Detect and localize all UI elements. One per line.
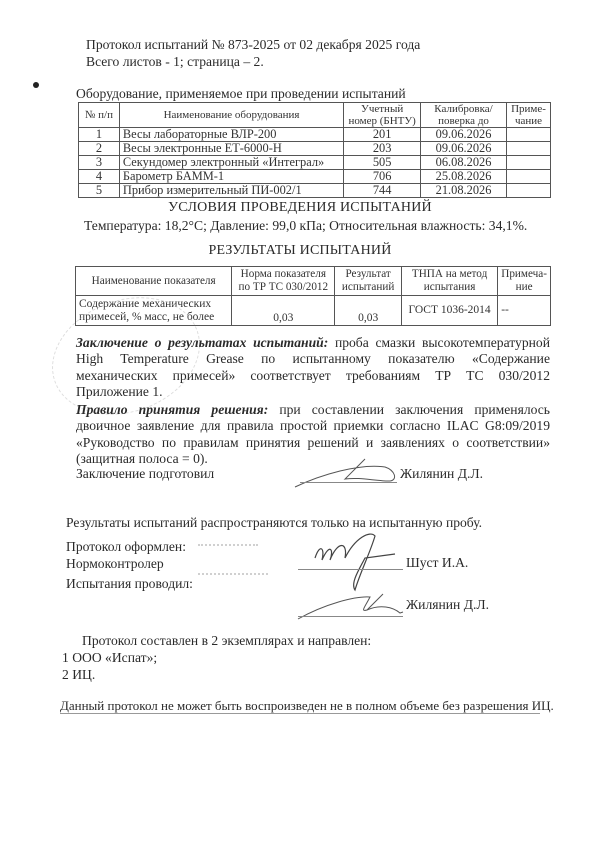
equipment-caption: Оборудование, применяемое при проведении испытаний bbox=[76, 86, 406, 101]
signature-prepared-icon bbox=[290, 455, 400, 491]
table-row bbox=[79, 184, 551, 198]
cell-name: Барометр БАММ-1 bbox=[119, 170, 343, 184]
tested-by-label: Испытания проводил: bbox=[66, 576, 193, 591]
page-count: Всего листов - 1; страница – 2. bbox=[86, 54, 264, 69]
col-note: Примеча- ние bbox=[498, 267, 551, 296]
cell-calibration: 09.06.2026 bbox=[421, 142, 507, 156]
cell-calibration: 06.08.2026 bbox=[421, 156, 507, 170]
protocol-title: Протокол испытаний № 873-2025 от 02 декабря 2025 года bbox=[86, 37, 421, 52]
signature-line bbox=[298, 616, 403, 617]
prepared-label: Заключение подготовил bbox=[76, 466, 215, 481]
cell-calibration: 25.08.2026 bbox=[421, 170, 507, 184]
cell-number: 2 bbox=[79, 142, 120, 156]
cell-inventory: 706 bbox=[344, 170, 421, 184]
faded-stamp bbox=[198, 544, 258, 550]
distribution-item: 1 ООО «Испат»; bbox=[62, 650, 158, 665]
cell-note bbox=[506, 184, 550, 198]
cell-calibration: 21.08.2026 bbox=[421, 184, 507, 198]
footer-note: Данный протокол не может быть воспроизведен не в полном объеме без разрешения ИЦ. bbox=[60, 698, 554, 713]
col-result: Результат испытаний bbox=[335, 267, 402, 296]
conditions-text: Температура: 18,2°С; Давление: 99,0 кПа; Относительная влажность: 34,1%. bbox=[84, 218, 528, 233]
cell-note bbox=[506, 156, 550, 170]
scope-note: Результаты испытаний распространяются только на испытанную пробу. bbox=[66, 515, 483, 530]
prepared-name: Жилянин Д.Л. bbox=[400, 466, 484, 481]
table-header-row bbox=[79, 103, 551, 128]
normcontrol-label: Нормоконтролер bbox=[66, 556, 164, 571]
cell-name: Весы лабораторные ВЛР-200 bbox=[119, 128, 343, 142]
results-heading: РЕЗУЛЬТАТЫ ИСПЫТАНИЙ bbox=[208, 243, 392, 258]
decision-rule-text: при составлении заключения применялось двоичное заявление для правила простой приемки согласно ILAC G8:09/2019 «Руководство по правилам принятия решений и заявлениях о соответствии» (защитная полоса = 0). bbox=[76, 402, 550, 467]
cell-number: 5 bbox=[79, 184, 120, 198]
col-method: ТНПА на метод испытания bbox=[401, 267, 497, 296]
faded-stamp bbox=[198, 573, 268, 579]
table-row bbox=[79, 170, 551, 184]
margin-dot bbox=[33, 82, 39, 88]
footer-divider bbox=[60, 713, 540, 714]
cell-inventory: 744 bbox=[344, 184, 421, 198]
cell-number: 4 bbox=[79, 170, 120, 184]
cell-method: ГОСТ 1036-2014 bbox=[401, 296, 497, 326]
cell-name: Прибор измерительный ПИ-002/1 bbox=[119, 184, 343, 198]
col-name: Наименование оборудования bbox=[119, 103, 343, 128]
col-note: Приме- чание bbox=[506, 103, 550, 128]
signature-line bbox=[298, 569, 403, 570]
cell-note bbox=[506, 128, 550, 142]
cell-note bbox=[506, 142, 550, 156]
cell-norm: 0,03 bbox=[232, 296, 335, 326]
distribution-item: 2 ИЦ. bbox=[62, 667, 96, 682]
cell-inventory: 201 bbox=[344, 128, 421, 142]
cell-name: Весы электронные ЕТ-6000-Н bbox=[119, 142, 343, 156]
conditions-heading: УСЛОВИЯ ПРОВЕДЕНИЯ ИСПЫТАНИЙ bbox=[168, 200, 432, 215]
equipment-table bbox=[78, 102, 551, 198]
conclusion-paragraph bbox=[76, 335, 550, 401]
cell-note bbox=[506, 170, 550, 184]
tested-by-name: Жилянин Д.Л. bbox=[406, 597, 490, 612]
cell-note: -- bbox=[498, 296, 551, 326]
col-norm: Норма показателя по ТР ТС 030/2012 bbox=[232, 267, 335, 296]
col-inventory: Учетный номер (БНТУ) bbox=[344, 103, 421, 128]
cell-inventory: 505 bbox=[344, 156, 421, 170]
conclusion-label: Заключение о результатах испытаний: bbox=[76, 335, 329, 350]
cell-name: Секундомер электронный «Интеграл» bbox=[119, 156, 343, 170]
cell-number: 1 bbox=[79, 128, 120, 142]
table-header-row bbox=[76, 267, 551, 296]
cell-indicator: Содержание механических примесей, % масс, не более bbox=[76, 296, 232, 326]
table-row bbox=[79, 128, 551, 142]
decision-rule-label: Правило принятия решения: bbox=[76, 402, 269, 417]
cell-number: 3 bbox=[79, 156, 120, 170]
drawn-up-label: Протокол оформлен: bbox=[66, 539, 186, 554]
col-indicator: Наименование показателя bbox=[76, 267, 232, 296]
col-number: № п/п bbox=[79, 103, 120, 128]
cell-result: 0,03 bbox=[335, 296, 402, 326]
table-row bbox=[79, 156, 551, 170]
cell-calibration: 09.06.2026 bbox=[421, 128, 507, 142]
distribution-intro: Протокол составлен в 2 экземплярах и направлен: bbox=[82, 633, 372, 648]
table-row bbox=[79, 142, 551, 156]
col-calibration: Калибровка/ поверка до bbox=[421, 103, 507, 128]
signature-line bbox=[300, 482, 397, 483]
cell-inventory: 203 bbox=[344, 142, 421, 156]
conclusion-text: проба смазки высокотемпературной High Temperature Grease по испытанному показателю «Содержание механических примесей» соответствует требованиям ТР ТС 030/2012 Приложение 1. bbox=[76, 335, 550, 400]
normcontrol-name: Шуст И.А. bbox=[406, 555, 469, 570]
